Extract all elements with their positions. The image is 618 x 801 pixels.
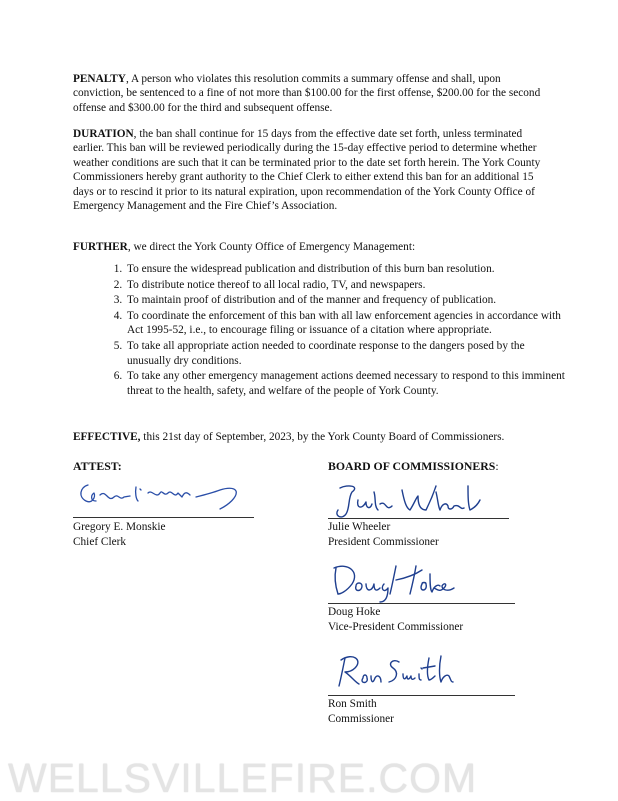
directive-list	[110, 262, 565, 399]
duration-heading: DURATION	[73, 128, 134, 140]
vice-president-name: Doug Hoke	[328, 606, 381, 618]
president-signature	[330, 480, 490, 520]
effective-paragraph	[73, 430, 573, 444]
further-paragraph	[73, 240, 551, 254]
directive-item: 4. To coordinate the enforcement of this ban with all law enforcement agencies in accordance with Act 1995-52, i.e., to encourage filing or issuance of a citation where appropriate.	[125, 309, 565, 338]
commissioner-signature-line	[328, 695, 515, 696]
directive-item: 3. To maintain proof of distribution and of the manner and frequency of publication.	[125, 293, 565, 308]
president-signature-line	[328, 518, 509, 519]
vice-president-title: Vice-President Commissioner	[328, 621, 464, 633]
duration-text: , the ban shall continue for 15 days from the effective date set forth, unless terminated earlier. This ban will be reviewed periodically during the 15-day effective period to determine whether weather conditions are such that it can be terminated prior to the date set forth herein. The York County Commissioners hereby grant authority to the Chief Clerk to either extend this ban for an additional 15 days or to rescind it prior to its natural expiration, upon recommendation of the York County Office of Emergency Management and the Fire Chief’s Association.	[73, 128, 541, 213]
vice-president-signature	[330, 560, 460, 604]
site-watermark: WELLSVILLEFIRE.COM	[8, 755, 478, 801]
duration-paragraph	[73, 127, 551, 213]
board-heading-text: BOARD OF COMMISSIONERS	[328, 459, 496, 473]
board-heading	[328, 459, 499, 474]
attest-heading: ATTEST:	[73, 459, 122, 473]
further-heading: FURTHER	[73, 241, 128, 253]
commissioner-name: Ron Smith	[328, 698, 377, 710]
commissioner-title: Commissioner	[328, 713, 394, 725]
commissioner-signature	[335, 650, 465, 694]
president-name: Julie Wheeler	[328, 521, 391, 533]
effective-heading: EFFECTIVE,	[73, 431, 141, 443]
effective-text: this 21st day of September, 2023, by the York County Board of Commissioners.	[140, 431, 505, 443]
directive-item: 2. To distribute notice thereof to all local radio, TV, and newspapers.	[125, 278, 565, 293]
president-title: President Commissioner	[328, 536, 439, 548]
penalty-heading: PENALTY	[73, 73, 126, 85]
clerk-name: Gregory E. Monskie	[73, 521, 166, 533]
clerk-signature-line	[73, 517, 254, 518]
penalty-paragraph	[73, 72, 551, 115]
directive-item: 6. To take any other emergency management actions deemed necessary to respond to this imminent threat to the health, safety, and welfare of the people of York County.	[125, 369, 565, 398]
penalty-text: , A person who violates this resolution commits a summary offense and shall, upon conviction, be sentenced to a fine of not more than $100.00 for the first offense, $200.00 for the second offense and $300.00 for the third and subsequent offense.	[73, 73, 541, 114]
directive-item: 1. To ensure the widespread publication and distribution of this burn ban resolution.	[125, 262, 565, 277]
vice-president-signature-line	[328, 603, 515, 604]
clerk-signature	[78, 475, 248, 515]
further-text: , we direct the York County Office of Emergency Management:	[127, 241, 416, 253]
clerk-title: Chief Clerk	[73, 536, 127, 548]
directive-item: 5. To take all appropriate action needed to coordinate response to the dangers posed by the unusually dry conditions.	[125, 339, 565, 368]
board-heading-colon: :	[495, 459, 499, 473]
